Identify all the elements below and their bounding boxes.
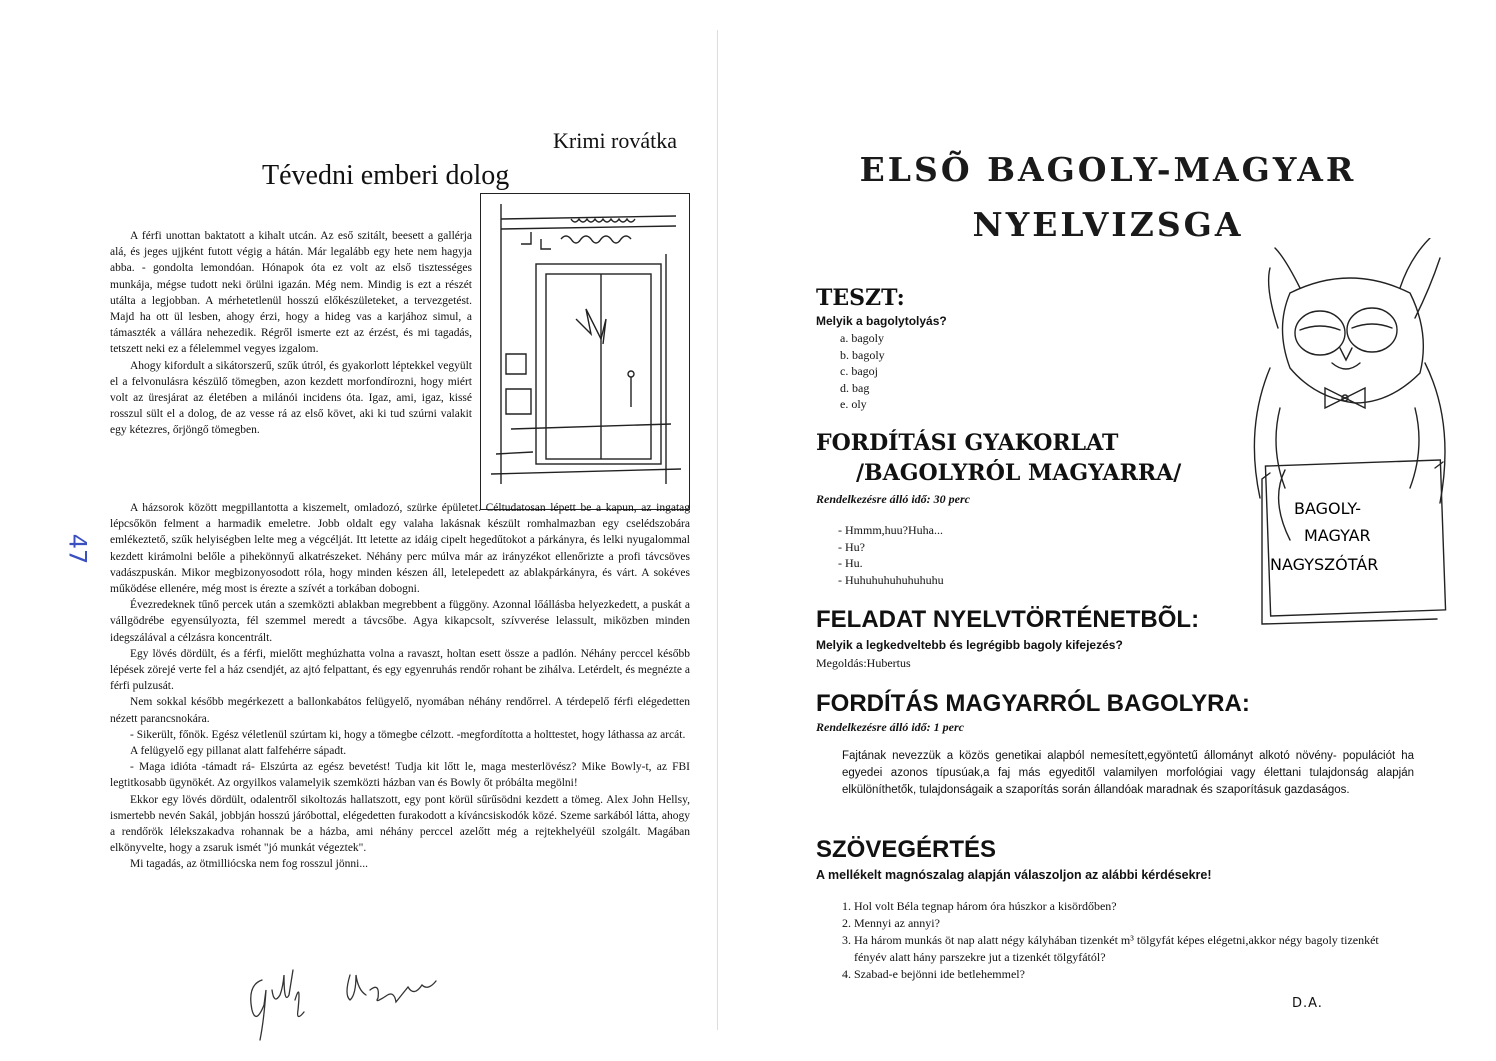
test-option: e. oly	[840, 397, 867, 411]
history-question: Melyik a legkedveltebb és legrégibb bagoly kifejezés?	[816, 638, 1123, 652]
story-text-top	[110, 228, 472, 439]
comprehension-question: 1. Hol volt Béla tegnap három óra húszkor a kisördőben?	[854, 898, 1402, 915]
test-option: a. bagoly	[840, 331, 884, 345]
story-paragraph: A házsorok között megpillantotta a kiszemelt, omladozó, szürke épületet. Céltudatosan lépett be a kapun, az ingatag lépcsőkön felment a harmadik emeletre. Jobb oldalt egy valaha lakásnak készült romhalmazban egy cselédszobára emlékeztető, szűk helyiségben lelte meg a végcélját. Itt letette az idáig cipelt hegedűtokot a párkányra, és lelki nyugalommal kezdett kirámolni belőle a pihekönnyű alkatrészeket. Néhány perc múlva már az irányzékot ellenőrizte a profi távcsöves vadászpuskán. Mikor megbizonyosodott róla, hogy minden készen áll, letelepedett az ablakpárkányra, és várt. A sokéves működése ellenére, még most is érezte a szívét a torkában dobogni.	[110, 502, 690, 596]
owl-book-line: MAGYAR	[1304, 526, 1371, 545]
comprehension-question: 4. Szabad-e bejönni ide betlehemmel?	[854, 966, 1402, 983]
translation-line: - Hu.	[838, 556, 863, 570]
comprehension-title: SZÖVEGÉRTÉS	[816, 836, 997, 863]
story-paragraph: Mi tagadás, az ötmilliócska nem fog rosszul jönni...	[130, 858, 368, 871]
page-number: 47	[63, 533, 92, 565]
translation-lines	[838, 522, 944, 588]
translation-section-title: FORDÍTÁSI GYAKORLAT	[816, 430, 1119, 456]
story-title: Tévedni emberi dolog	[262, 160, 510, 191]
history-section-title: FELADAT NYELVTÖRTÉNETBÕL:	[816, 606, 1200, 633]
story-paragraph: A felügyelő egy pillanat alatt falfehérre sápadt.	[130, 745, 347, 758]
story-text-bottom	[110, 500, 690, 873]
story-paragraph: Ahogy kifordult a sikátorszerű, szűk útról, és gyakorlott léptekkel vegyült el a felvonulásra készülő tömegben, azon kezdett morfondírozni, hogy miért volt az üresjárat az életében a milánói incidens óta. Igaz, ami, igaz, kissé rosszul sült el a dolog, de az vesse rá az első követ, aki ki tud szúrni valakit egy kétezres, őrjöngő tömegben.	[110, 359, 472, 437]
owl-illustration	[1240, 238, 1480, 643]
comprehension-question: 2. Mennyi az annyi?	[854, 915, 1402, 932]
page-fold-line	[717, 30, 718, 1030]
column-label: Krimi rovátka	[553, 128, 678, 153]
comprehension-question: 3. Ha három munkás öt nap alatt négy kályhában tizenkét m³ tölgyfát képes elégetni,akkor négy bagoly tizenkét fényév alatt hány parszekre jut a tizenkét tölgyfától?	[854, 932, 1402, 966]
reverse-translation-time-note: Rendelkezésre álló idő: 1 perc	[816, 720, 964, 734]
history-solution: Megoldás:Hubertus	[816, 656, 911, 670]
test-option: c. bagoj	[840, 364, 878, 378]
window-sketch-drawing	[481, 194, 689, 509]
test-option: b. bagoly	[840, 347, 885, 362]
author-initials: D.A.	[1292, 996, 1323, 1011]
exam-headline-line2: NYELVIZSGA	[972, 205, 1244, 244]
translation-time-note: Rendelkezésre álló idő: 30 perc	[816, 492, 970, 506]
story-paragraph: Évezredeknek tűnő percek után a szemközti ablakban megrebbent a függöny. Azonnal lőállásba helyezkedett, a puskát a vállgödrébe egyensúlyozta, fél szemmel meredt a távcsőbe. Agya kikapcsolt, szívverése lelassult, miközben minden idegszálával a célzásra koncentrált.	[110, 599, 690, 644]
story-paragraph: Egy lövés dördült, és a férfi, mielőtt meghúzhatta volna a ravaszt, holtan esett össze a padlón. Néhány perccel később lépések zörejé verte fel a ház csendjét, az ajtó felpattant, és egy egyenruhás rendőr rohant be zihálva. Letérdelt, és megnézte a férfi pulzusát.	[110, 647, 690, 693]
exam-headline-line1: ELSÕ BAGOLY-MAGYAR	[859, 150, 1357, 189]
owl-drawing	[1240, 238, 1480, 638]
story-paragraph: Nem sokkal később megérkezett a ballonkabátos felügyelő, nyomában néhány rendőrrel. A térdepelő férfi elégedetten nézett parancsnokára.	[110, 696, 690, 725]
window-sketch-illustration	[480, 193, 690, 510]
translation-line: - Hu?	[838, 539, 865, 554]
handwritten-signature	[210, 960, 470, 1055]
translation-line: - Hmmm,huu?Huha...	[838, 523, 943, 537]
story-paragraph: A férfi unottan baktatott a kihalt utcán. Az eső szitált, beesett a gallérja alá, és jeges ujjként futott végig a hátán. Már legalább egy hete nem hagyja abba. - gondolta lemondóan. Hónapok óta ez volt az első tisztességes munkája, mégse tudott neki örülni igazán. Még nem. Mindig is ezt a részét utálta a legjobban. A mérhetetlenül hosszú előkészületeket, a tervezgetést. Majd ha ott ül lesben, ahogy érzi, hogy a hideg vas a karjához simul, a támaszték a vállára nehezedik. Régről ismerte ezt az érzést, és mi tagadás, tetszett neki ez a félelemmel vegyes izgalom.	[110, 230, 472, 356]
translation-line: - Huhuhuhuhuhuhuhu	[838, 572, 944, 587]
translation-section-subtitle: /BAGOLYRÓL MAGYARRA/	[856, 460, 1182, 486]
right-page	[748, 0, 1496, 1061]
story-paragraph: Ekkor egy lövés dördült, odalentről sikoltozás hallatszott, egy pont körül sűrűsödni kezdett a tömeg. Alex John Hellsy, ismertebb nevén Sakál, jobbján hosszú járóbottal, elégedetten furakodott a kíváncsiskodók közé. Szeme sarkából látta, ahogy a rendőrök lélekszakadva rohannak be a házba, ami néhány perccel azelőtt még a rejtekhelyéül szolgált. Magában elkönyvelte, hogy a zsaruk ismét "jó munkát végeztek".	[110, 793, 690, 855]
signature-drawing	[210, 960, 470, 1050]
owl-book-line: BAGOLY-	[1294, 499, 1362, 518]
test-section-title: TESZT:	[816, 285, 905, 311]
reverse-translation-text: Fajtának nevezzük a közös genetikai alapból nemesített,egyöntetű állományt alkotó növény- populációt ha egyedei azonos típusúak,a faj más egyeditől valamilyen morfológiai vagy élettani tulajdonság alapján elkülöníthetők, tulajdonságaik a szaporítás során állandóak maradnak és szaporításuk gazdaságos.	[842, 750, 1414, 796]
comprehension-instruction: A mellékelt magnószalag alapján válaszoljon az alábbi kérdésekre!	[816, 868, 1212, 882]
story-paragraph: - Maga idióta -támadt rá- Elszúrta az egész bevetést! Tudja kit lőtt le, maga mesterlövész? Mike Bowly-t, az FBI legtitkosabb ügynökét. Az orgyilkos valamelyik szemközti házban van és Bowly őt próbálta megölni!	[110, 761, 690, 790]
story-paragraph: - Sikerült, főnök. Egész véletlenül szúrtam ki, hogy a tömegbe célzott. -megfordította a holttestet, hogy láthassa az arcát.	[130, 728, 686, 741]
comprehension-questions	[842, 898, 1402, 983]
test-option: d. bag	[840, 380, 870, 395]
reverse-translation-title: FORDÍTÁS MAGYARRÓL BAGOLYRA:	[816, 690, 1250, 717]
test-question: Melyik a bagolytolyás?	[816, 314, 947, 328]
test-options	[840, 330, 885, 413]
owl-book-line: NAGYSZÓTÁR	[1270, 555, 1379, 574]
